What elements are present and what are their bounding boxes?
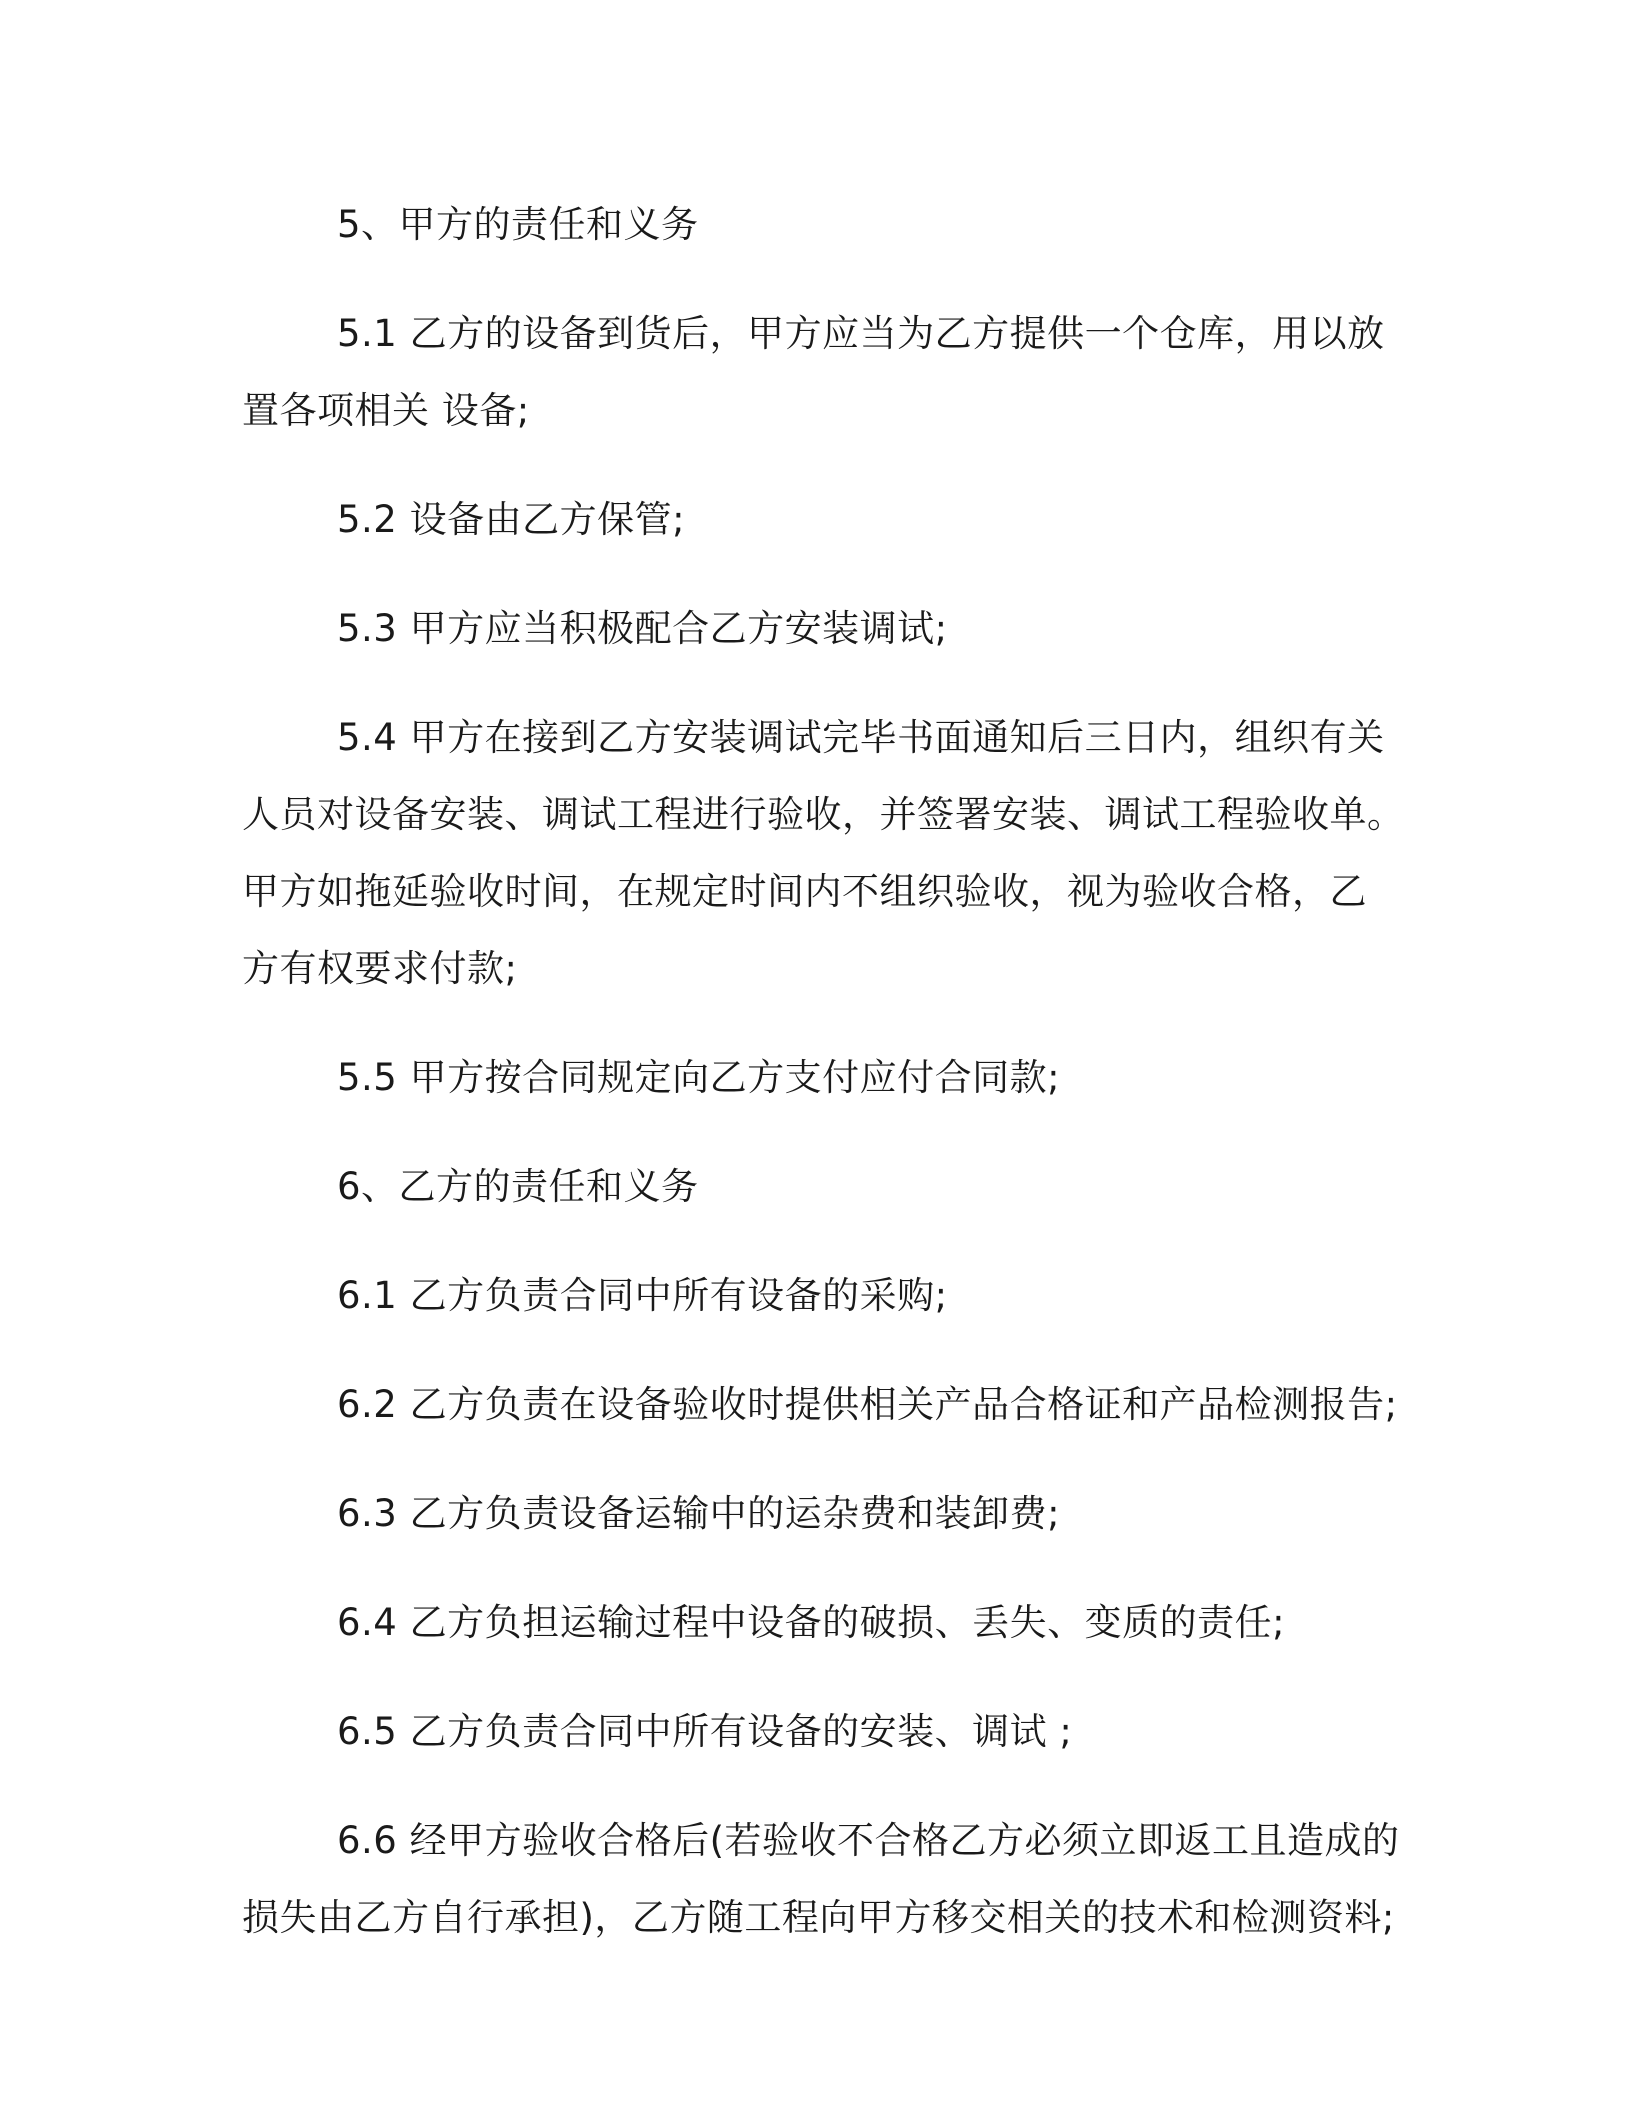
clause-6-3	[242, 1475, 1392, 1552]
clause-6-4	[242, 1584, 1392, 1661]
clause-6-2	[242, 1366, 1398, 1443]
clause-5-3	[242, 590, 1392, 667]
text-line: 置各项相关 设备;	[242, 389, 530, 432]
text-line: 6.4 乙方负担运输过程中设备的破损、丢失、变质的责任;	[337, 1601, 1286, 1644]
text-line: 6.3 乙方负责设备运输中的运杂费和装卸费;	[337, 1492, 1061, 1535]
heading-section-6	[242, 1148, 1392, 1225]
clause-5-4	[242, 699, 1405, 1007]
text-line: 甲方如拖延验收时间，在规定时间内不组织验收，视为验收合格，乙	[242, 870, 1367, 913]
text-line: 5.3 甲方应当积极配合乙方安装调试;	[337, 607, 948, 650]
document-body	[242, 186, 1405, 1988]
text-line: 6.6 经甲方验收合格后(若验收不合格乙方必须立即返工且造成的	[337, 1819, 1400, 1862]
text-line: 方有权要求付款;	[242, 947, 518, 990]
text-line: 损失由乙方自行承担)，乙方随工程向甲方移交相关的技术和检测资料;	[242, 1896, 1395, 1939]
clause-5-2	[242, 481, 1392, 558]
clause-6-1	[242, 1257, 1392, 1334]
heading-section-5	[242, 186, 1392, 263]
clause-5-5	[242, 1039, 1392, 1116]
text-line: 5、甲方的责任和义务	[337, 203, 699, 246]
text-line: 5.2 设备由乙方保管;	[337, 498, 686, 541]
text-line: 6、乙方的责任和义务	[337, 1165, 699, 1208]
text-line: 5.5 甲方按合同规定向乙方支付应付合同款;	[337, 1056, 1061, 1099]
clause-6-6	[242, 1802, 1400, 1956]
text-line: 人员对设备安装、调试工程进行验收，并签署安装、调试工程验收单。	[242, 793, 1405, 836]
text-line: 5.4 甲方在接到乙方安装调试完毕书面通知后三日内，组织有关	[337, 716, 1385, 759]
text-line: 6.5 乙方负责合同中所有设备的安装、调试 ;	[337, 1710, 1073, 1753]
clause-5-1	[242, 295, 1392, 449]
text-line: 6.1 乙方负责合同中所有设备的采购;	[337, 1274, 948, 1317]
text-line: 5.1 乙方的设备到货后，甲方应当为乙方提供一个仓库，用以放	[337, 312, 1385, 355]
clause-6-5	[242, 1693, 1392, 1770]
text-line: 6.2 乙方负责在设备验收时提供相关产品合格证和产品检测报告;	[337, 1383, 1398, 1426]
